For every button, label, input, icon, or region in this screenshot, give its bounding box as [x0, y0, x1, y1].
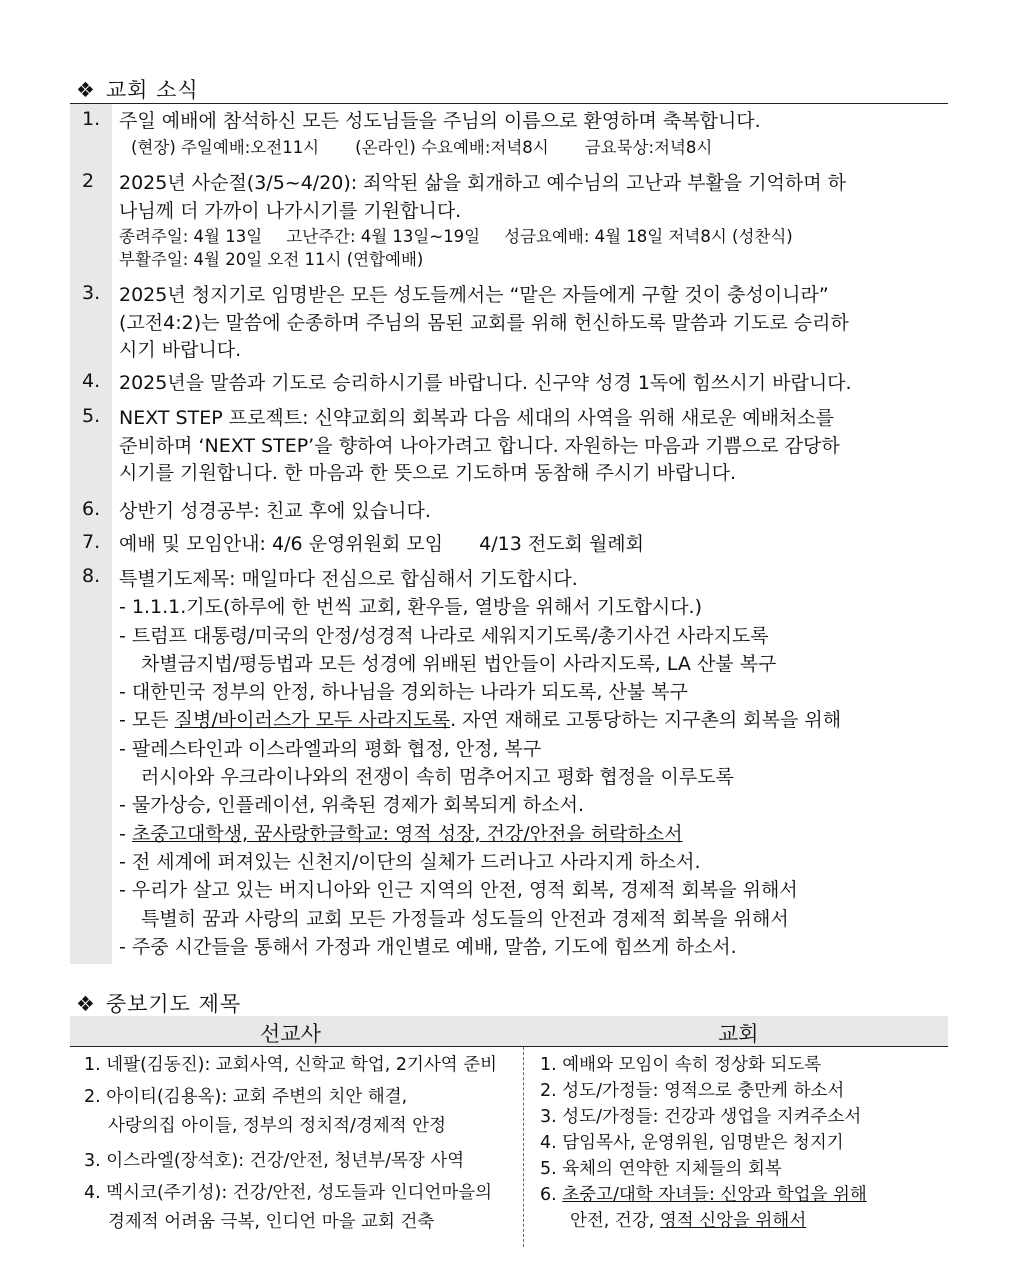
- prayer-table-header: [70, 1016, 948, 1047]
- column-divider: [523, 1047, 524, 1247]
- section-title-news: [76, 74, 199, 104]
- item-text: 시기 바랍니다.: [119, 339, 242, 361]
- item-number: 4.: [82, 370, 101, 392]
- item-text: 예배 및 모임안내: 4/6 운영위원회 모임: [119, 533, 444, 555]
- item-number: 6.: [82, 498, 101, 520]
- prayer-line: -: [119, 822, 132, 845]
- prayer-line-underlined: 초중고대학생, 꿈사랑한글학교: 영적 성장, 건강/안전을 허락하소서: [131, 822, 683, 845]
- section-title-prayer: [76, 988, 241, 1018]
- prayer-line: - 전 세계에 퍼져있는 신천지/이단의 실체가 드러나고 사라지게 하소서.: [119, 850, 701, 873]
- item-number: 1.: [82, 108, 101, 130]
- header-missionary: 선교사: [260, 1022, 321, 1046]
- church-item: 안전, 건강,: [570, 1211, 660, 1231]
- church-item: 4. 담임목사, 운영위원, 임명받은 청지기: [540, 1133, 844, 1153]
- missionary-list: [84, 1052, 497, 1238]
- header-church: 교회: [718, 1022, 759, 1046]
- church-item-underlined: 초중고/대학 자녀들: 신앙과 학업을 위해: [562, 1185, 867, 1205]
- prayer-line: 차별금지법/평등법과 모든 성경에 위배된 법안들이 사라지도록, LA 산불 복구: [141, 652, 777, 675]
- church-list: [540, 1052, 867, 1234]
- lent-date: 부활주일: 4월 20일 오전 11시 (연합예배): [119, 250, 424, 269]
- diamond-bullet-icon: ❖: [76, 78, 96, 102]
- church-item: 1. 예배와 모임이 속히 정상화 되도록: [540, 1055, 822, 1075]
- prayer-line: - 주중 시간들을 통해서 가정과 개인별로 예배, 말씀, 기도에 힘쓰게 하소서.: [119, 935, 737, 958]
- church-item: 3. 성도/가정들: 건강과 생업을 지켜주소서: [540, 1107, 862, 1127]
- prayer-title: 중보기도 제목: [105, 992, 242, 1016]
- lent-date: 종려주일: 4월 13일: [119, 227, 263, 246]
- lent-date: 고난주간: 4월 13일~19일: [286, 227, 481, 246]
- item-text: (고전4:2)는 말씀에 순종하며 주님의 몸된 교회를 위해 헌신하도록 말씀과 기도로 승리하: [119, 311, 849, 334]
- missionary-item: 경제적 어려움 극복, 인디언 마을 교회 건축: [108, 1212, 435, 1232]
- missionary-item: 4. 멕시코(주기성): 건강/안전, 성도들과 인디언마을의: [84, 1183, 493, 1203]
- item-number: 8.: [82, 565, 101, 587]
- prayer-line: - 우리가 살고 있는 버지니아와 인근 지역의 안전, 영적 회복, 경제적 회복을 위해서: [119, 879, 798, 902]
- item-number: 7.: [82, 531, 101, 553]
- item-number: 5.: [82, 405, 101, 427]
- intercessory-prayer-table: [70, 1016, 948, 1248]
- missionary-item: 3. 이스라엘(장석호): 건강/안전, 청년부/목장 사역: [84, 1151, 465, 1171]
- prayer-line: 러시아와 우크라이나와의 전쟁이 속히 멈추어지고 평화 협정을 이루도록: [141, 766, 734, 789]
- prayer-line: - 대한민국 정부의 안정, 하나님을 경외하는 나라가 되도록, 산불 복구: [119, 681, 688, 704]
- item-text: 4/13 전도회 월례회: [479, 533, 645, 555]
- item-text: 2025년을 말씀과 기도로 승리하시기를 바랍니다. 신구약 성경 1독에 힘쓰시기 바랍니다.: [119, 372, 852, 394]
- item-text: 주일 예배에 참석하신 모든 성도님들을 주님의 이름으로 환영하며 축복합니다.: [119, 110, 761, 132]
- item-number: 2: [82, 170, 95, 192]
- prayer-line-underlined: 질병/바이러스가 모두 사라지도록: [174, 709, 451, 732]
- prayer-line: - 모든: [119, 709, 175, 732]
- church-item-underlined: 영적 신앙을 위해서: [659, 1211, 807, 1231]
- service-time: 금요묵상:저녁8시: [584, 137, 713, 157]
- prayer-line: - 트럼프 대통령/미국의 안정/성경적 나라로 세워지기도록/총기사건 사라지도록: [119, 624, 769, 647]
- item-text: 상반기 성경공부: 친교 후에 있습니다.: [119, 500, 431, 522]
- news-title: 교회 소식: [105, 78, 199, 102]
- prayer-line: - 물가상승, 인플레이션, 위축된 경제가 회복되게 하소서.: [119, 794, 585, 817]
- missionary-item: 2. 아이티(김용옥): 교회 주변의 치안 해결,: [84, 1087, 408, 1107]
- item-text: 나님께 더 가까이 나가시기를 기원합니다.: [119, 199, 462, 222]
- diamond-bullet-icon: ❖: [76, 992, 96, 1016]
- prayer-line: . 자연 재해로 고통당하는 지구촌의 회복을 위해: [450, 709, 842, 732]
- service-time: (현장) 주일예배:오전11시: [131, 137, 320, 157]
- item-text: 2025년 사순절(3/5~4/20): 죄악된 삶을 회개하고 예수님의 고난과 부활을 기억하며 하: [119, 172, 847, 194]
- prayer-heading: 특별기도제목: 매일마다 전심으로 합심해서 기도합시다.: [119, 568, 578, 590]
- item-number: 3.: [82, 282, 101, 304]
- item-text: NEXT STEP 프로젝트: 신약교회의 회복과 다음 세대의 사역을 위해 새로운 예배처소를: [119, 407, 835, 429]
- prayer-line: 특별히 꿈과 사랑의 교회 모든 가정들과 성도들의 안전과 경제적 회복을 위해서: [141, 907, 789, 930]
- item-text: 2025년 청지기로 임명받은 모든 성도들께서는 “맡은 자들에게 구할 것이 충성이니라”: [119, 284, 829, 306]
- church-item: 2. 성도/가정들: 영적으로 충만케 하소서: [540, 1081, 845, 1101]
- church-item: 6.: [540, 1185, 563, 1205]
- missionary-item: 1. 네팔(김동진): 교회사역, 신학교 학업, 2기사역 준비: [84, 1055, 498, 1075]
- prayer-line: - 팔레스타인과 이스라엘과의 평화 협정, 안정, 복구: [119, 737, 542, 760]
- prayer-line: - 1.1.1.기도(하루에 한 번씩 교회, 환우들, 열방을 위해서 기도합시다.): [119, 596, 702, 619]
- lent-date: 성금요예배: 4월 18일 저녁8시 (성찬식): [504, 227, 793, 246]
- news-title-rule: [70, 103, 948, 104]
- church-item: 5. 육체의 연약한 지체들의 회복: [540, 1159, 782, 1179]
- item-text: 시기를 기원합니다. 한 마음과 한 뜻으로 기도하며 동참해 주시기 바랍니다.: [119, 462, 737, 484]
- missionary-item: 사랑의집 아이들, 정부의 정치적/경제적 안정: [108, 1116, 446, 1136]
- service-time: (온라인) 수요예배:저녁8시: [355, 137, 549, 157]
- item-text: 준비하며 ‘NEXT STEP’을 향하여 나아가려고 합니다. 자원하는 마음과 기쁨으로 감당하: [119, 434, 840, 457]
